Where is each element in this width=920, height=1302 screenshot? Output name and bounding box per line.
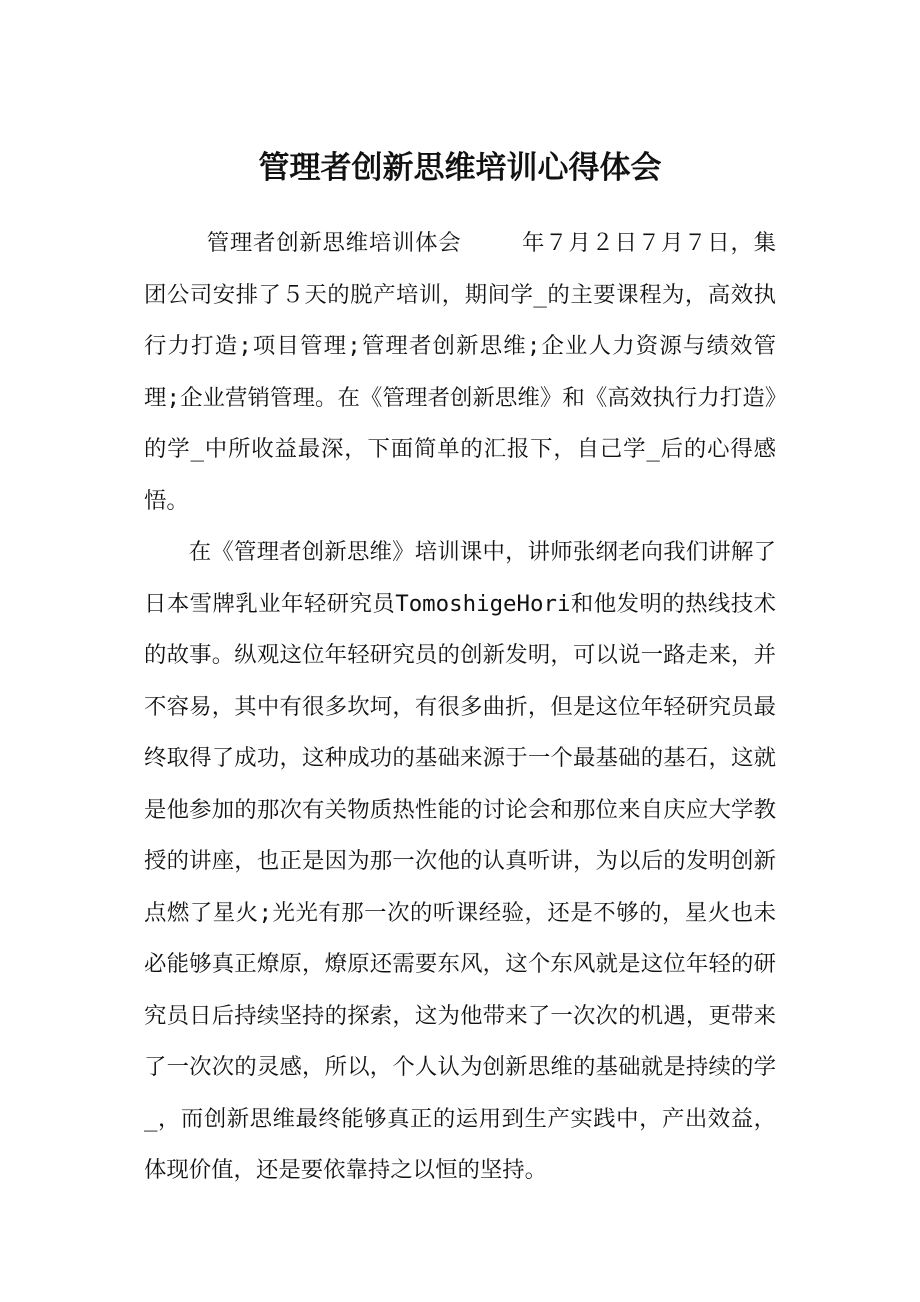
document-body [144,218,776,1197]
paragraph-1: 管理者创新思维培训体会 年７月２日７月７日，集团公司安排了５天的脱产培训，期间学_的主要课程为，高效执行力打造;项目管理;管理者创新思维;企业人力资源与绩效管理;企业营销管理。在《管理者创新思维》和《高效执行力打造》的学_中所收益最深，下面简单的汇报下，自己学_后的心得感悟。 [144,230,776,514]
paragraph-2: 在《管理者创新思维》培训课中，讲师张纲老向我们讲解了日本雪牌乳业年轻研究员TomoshigeHori和他发明的热线技术的故事。纵观这位年轻研究员的创新发明，可以说一路走来，并不容易，其中有很多坎坷，有很多曲折，但是这位年轻研究员最终取得了成功，这种成功的基础来源于一个最基础的基石，这就是他参加的那次有关物质热性能的讨论会和那位来自庆应大学教授的讲座，也正是因为那一次他的认真听讲，为以后的发明创新点燃了星火;光光有那一次的听课经验，还是不够的，星火也未必能够真正燎原，燎原还需要东风，这个东风就是这位年轻的研究员日后持续坚持的探索，这为他带来了一次次的机遇，更带来了一次次的灵感，所以，个人认为创新思维的基础就是持续的学_，而创新思维最终能够真正的运用到生产实践中，产出效益，体现价值，还是要依靠持之以恒的坚持。 [144,539,776,1183]
document-title: 管理者创新思维培训心得体会 [258,150,662,186]
